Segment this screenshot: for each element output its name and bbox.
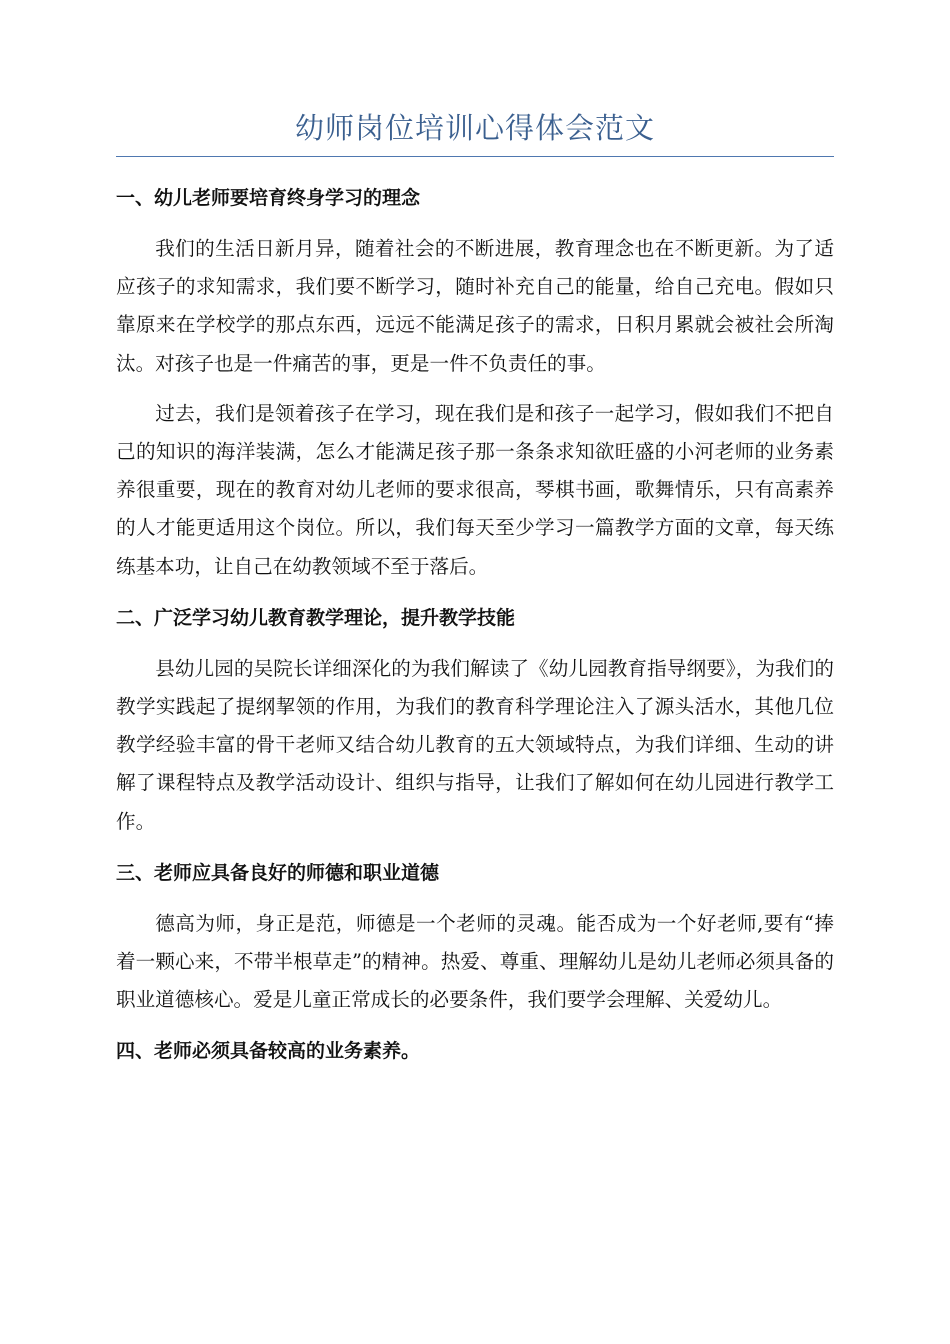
document-page — [116, 100, 834, 1070]
paragraph: 县幼儿园的吴院长详细深化的为我们解读了《幼儿园教育指导纲要》，为我们的教学实践起了提纲挈领的作用，为我们的教育科学理论注入了源头活水，其他几位教学经验丰富的骨干老师又结合幼儿教育的五大领域特点，为我们详细、生动的讲解了课程特点及教学活动设计、组织与指导，让我们了解如何在幼儿园进行教学工作。 — [116, 656, 834, 833]
section-heading-3: 三、老师应具备良好的师德和职业道德 — [116, 861, 440, 884]
paragraph: 德高为师，身正是范，师德是一个老师的灵魂。能否成为一个好老师,要有“捧着一颗心来，不带半根草走”的精神。热爱、尊重、理解幼儿是幼儿老师必须具备的职业道德核心。爱是儿童正常成长的必要条件，我们要学会理解、关爱幼儿。 — [116, 911, 834, 1012]
section-heading-4: 四、老师必须具备较高的业务素养。 — [116, 1040, 421, 1063]
paragraph: 我们的生活日新月异，随着社会的不断进展，教育理念也在不断更新。为了适应孩子的求知需求，我们要不断学习，随时补充自己的能量，给自己充电。假如只靠原来在学校学的那点东西，远远不能满足孩子的需求，日积月累就会被社会所淘汰。对孩子也是一件痛苦的事，更是一件不负责任的事。 — [116, 237, 834, 375]
section-heading-1: 一、幼儿老师要培育终身学习的理念 — [116, 187, 421, 209]
paragraph: 过去，我们是领着孩子在学习，现在我们是和孩子一起学习，假如我们不把自己的知识的海洋装满，怎么才能满足孩子那一条条求知欲旺盛的小河老师的业务素养很重要，现在的教育对幼儿老师的要求很高，琴棋书画，歌舞情乐，只有高素养的人才能更适用这个岗位。所以，我们每天至少学习一篇教学方面的文章，每天练练基本功，让自己在幼教领域不至于落后。 — [116, 401, 834, 578]
section-heading-2: 二、广泛学习幼儿教育教学理论，提升教学技能 — [116, 606, 516, 629]
document-title: 幼师岗位培训心得体会范文 — [116, 100, 834, 157]
